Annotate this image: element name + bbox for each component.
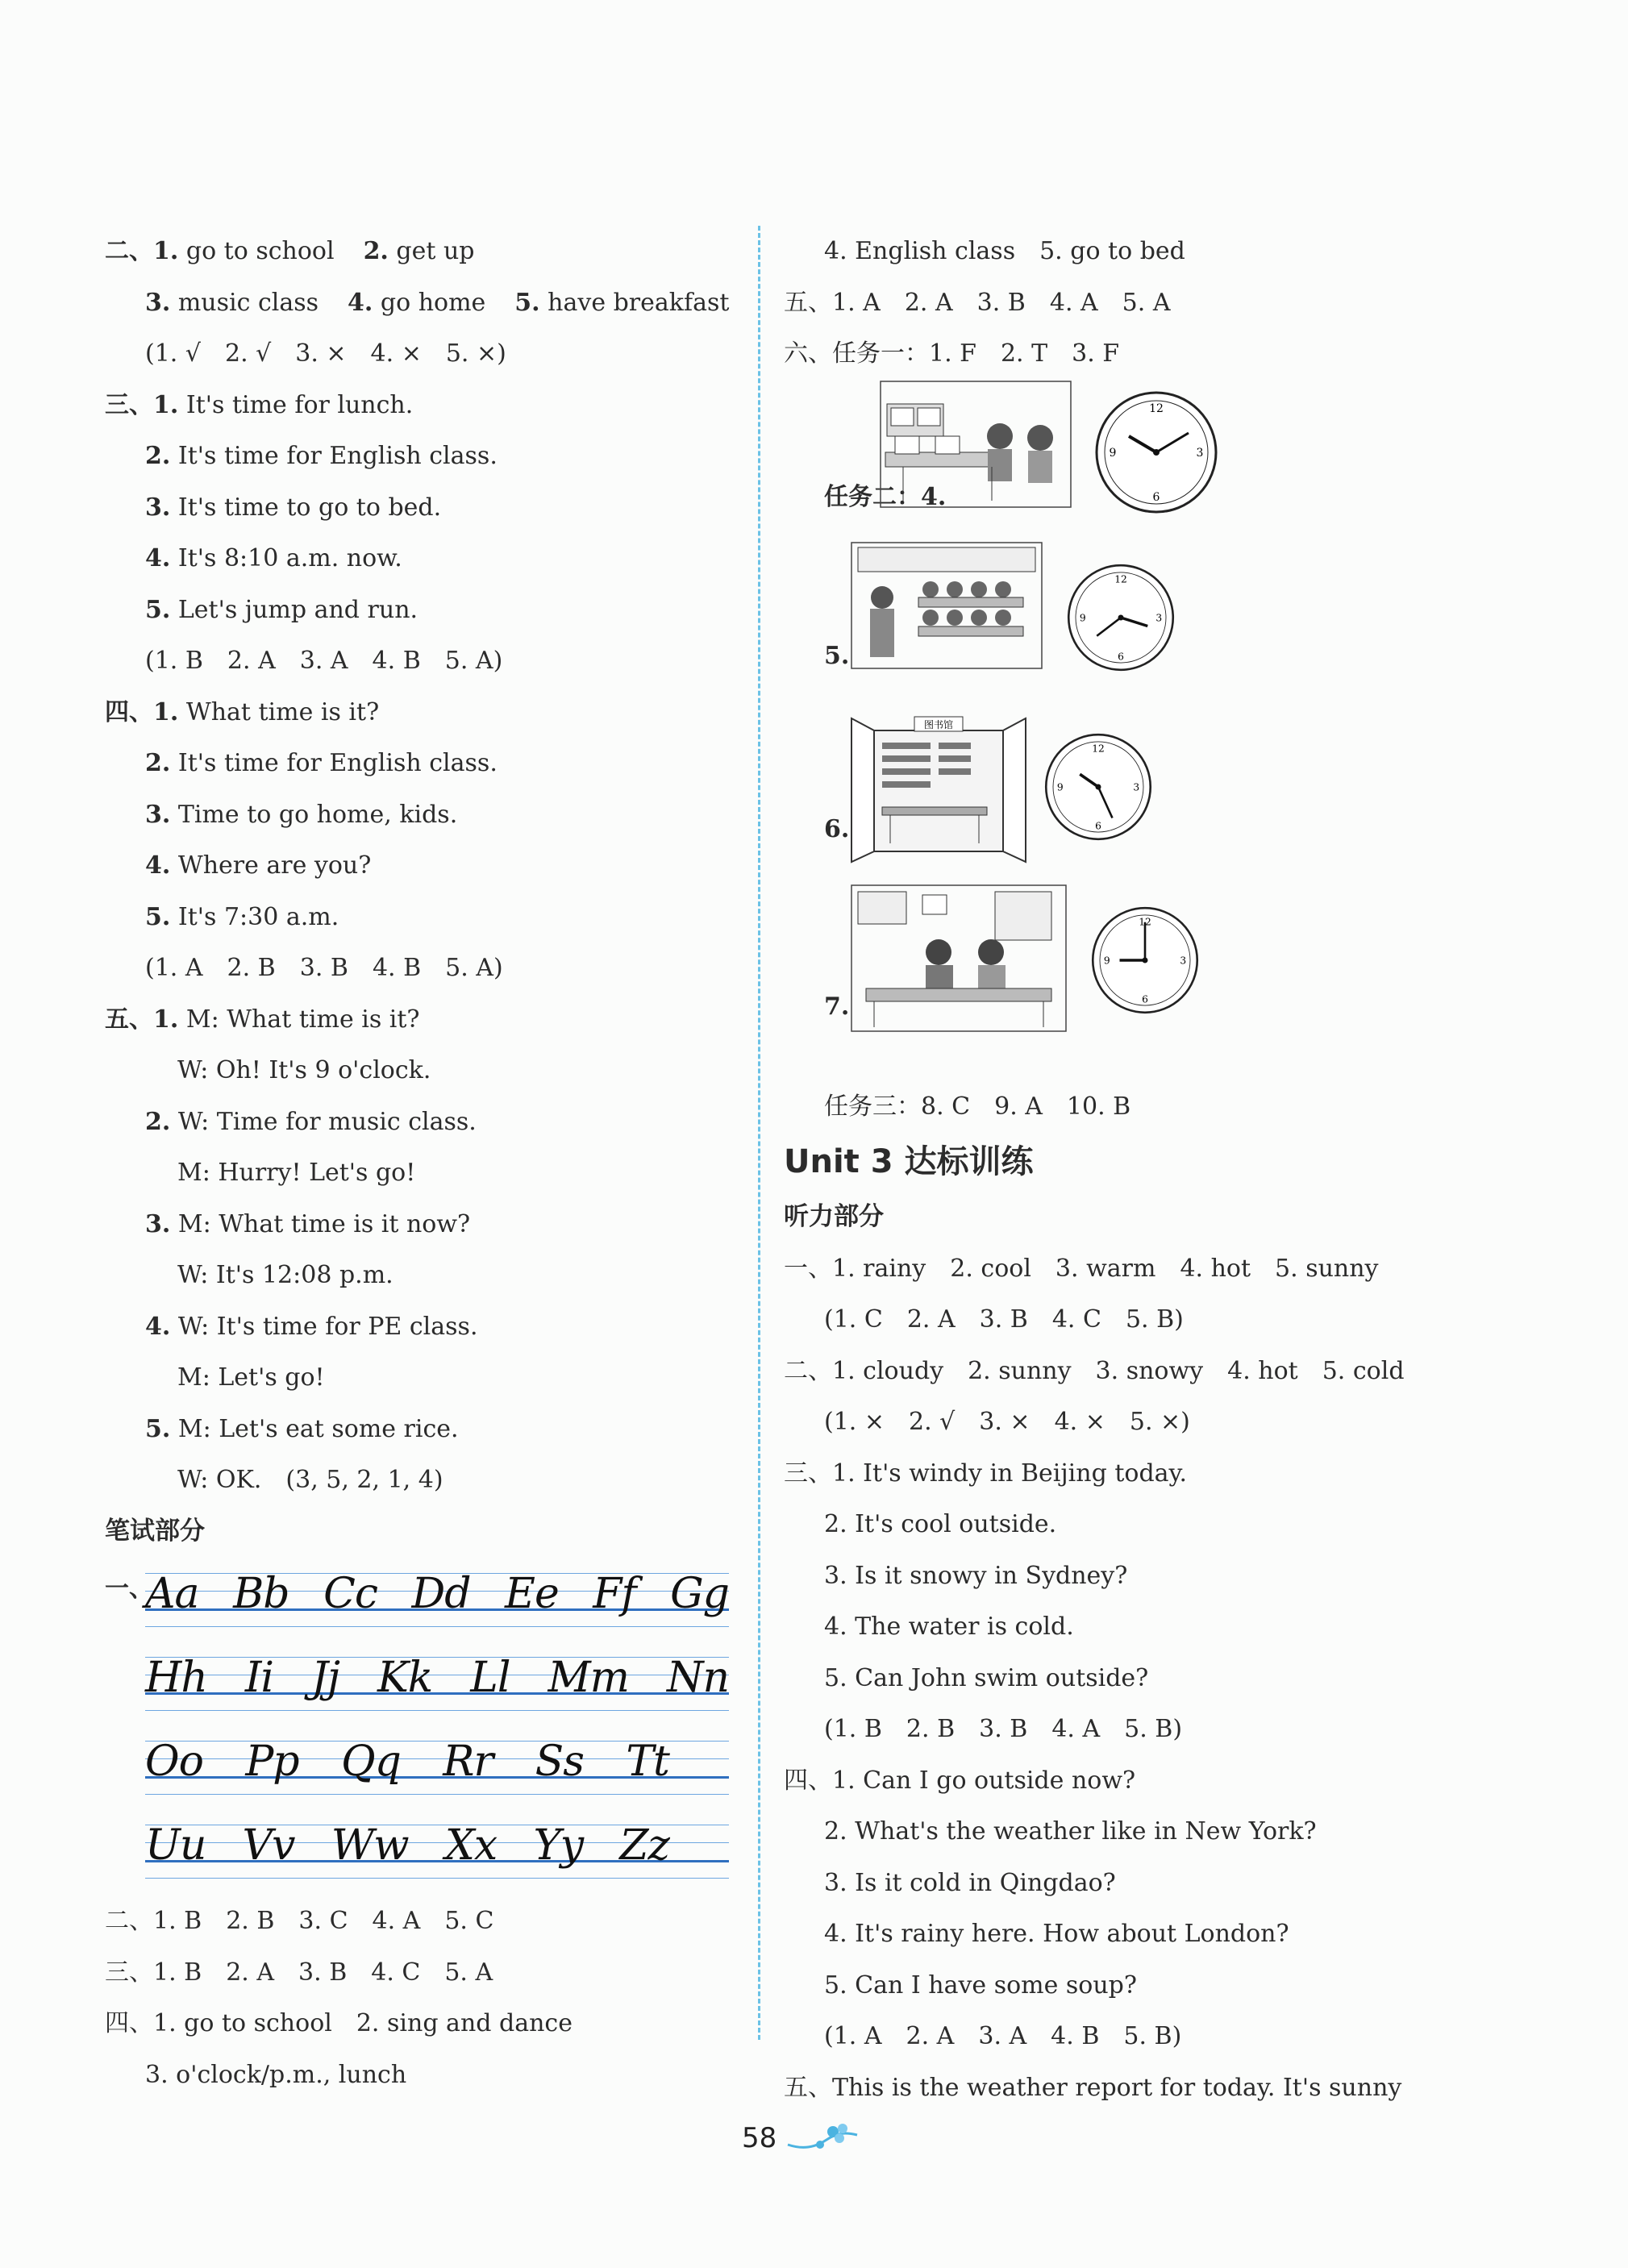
svg-text:3: 3 [1133,780,1140,793]
task2-illustrations [784,380,1509,1081]
left-line: 5. Let's jump and run. [145,595,418,624]
right-line: (1. B 2. B 3. B 4. A 5. B) [824,1715,1183,1743]
letter-pair: Pp [245,1737,299,1786]
left-line: 3. Time to go home, kids. [145,800,458,829]
left-line: W: OK. (3, 5, 2, 1, 4) [177,1466,443,1494]
left-line: (1. A 2. B 3. B 4. B 5. A) [145,954,503,982]
right-line: 二、1. cloudy 2. sunny 3. snowy 4. hot 5. cold [784,1356,1405,1385]
svg-text:9: 9 [1103,954,1110,966]
svg-text:6: 6 [1095,820,1101,831]
right-line: 3. Is it snowy in Sydney? [824,1561,1128,1590]
left-line: 3. It's time to go to bed. [145,493,442,522]
handwriting-practice [105,1557,742,1896]
left-after-line: 四、1. go to school 2. sing and dance [105,2009,573,2037]
task3-line: 任务三：8. C 9. A 10. B [824,1092,1131,1121]
letter-pair: Gg [670,1570,729,1618]
letter-pair: Zz [619,1821,669,1870]
right-line: 4. The water is cold. [824,1613,1074,1641]
handwriting-row [145,1570,729,1626]
right-line: 5. Can John swim outside? [824,1663,1149,1692]
ill-num-6: 6. [824,814,850,843]
letter-pair: Yy [533,1821,584,1870]
left-column [105,226,742,2100]
left-line: M: Hurry! Let's go! [177,1159,416,1187]
handwriting-row [145,1821,729,1878]
handwriting-row [145,1737,729,1794]
letter-pair: Ww [331,1821,409,1870]
right-top-line-1: 4. English class 5. go to bed [824,237,1185,265]
classroom-illustration [850,541,1043,670]
svg-text:6: 6 [1142,993,1148,1005]
right-line: 2. It's cool outside. [824,1510,1057,1538]
written-section-heading: 笔试部分 [105,1516,205,1546]
letter-pair: Tt [626,1737,669,1786]
letter-pair: Hh [145,1654,207,1702]
left-line: W: Oh! It's 9 o'clock. [177,1056,431,1084]
clock-icon [1089,904,1201,1017]
svg-text:12: 12 [1139,915,1151,927]
ill-num-4: 4. [921,482,947,511]
left-line: 二、1. go to school 2. get up [105,237,475,265]
clock-icon [1064,561,1177,674]
letter-pair: Xx [444,1821,498,1870]
letter-pair: Qq [340,1737,401,1786]
svg-text:9: 9 [1079,611,1086,623]
svg-text:9: 9 [1056,780,1064,793]
right-line: 五、This is the weather report for today. It's sunny [784,2073,1402,2102]
flower-decoration-icon [786,2120,863,2159]
left-line: 5. M: Let's eat some rice. [145,1414,459,1443]
office-illustration [850,884,1068,1033]
listening-section-heading: 听力部分 [784,1202,884,1231]
letter-pair: Ff [593,1570,636,1618]
left-line: 4. It's 8:10 a.m. now. [145,544,402,572]
letter-pair: Ss [535,1737,584,1786]
letter-pair: Oo [145,1737,203,1786]
letter-pair: Aa [145,1570,199,1618]
letter-pair: Ii [244,1654,273,1702]
clock-icon [1042,730,1155,843]
left-line: 2. It's time for English class. [145,749,498,777]
letter-pair: Dd [411,1570,471,1618]
left-line: M: Let's go! [177,1363,325,1392]
handwriting-label: 一、 [105,1575,153,1603]
left-last-line: 3. o'clock/p.m., lunch [145,2060,407,2089]
letter-pair: Cc [323,1570,378,1618]
computer-room-illustration [879,380,1072,509]
right-top-line-3: 六、任务一：1. F 2. T 3. F [784,339,1120,368]
left-line: 3. M: What time is it now? [145,1209,471,1238]
right-line: 4. It's rainy here. How about London? [824,1920,1289,1948]
left-line: 3. music class 4. go home 5. have breakfast [145,288,730,317]
svg-text:12: 12 [1149,402,1164,415]
ill-num-5: 5. [824,641,850,670]
left-after-line: 二、1. B 2. B 3. C 4. A 5. C [105,1907,494,1935]
left-line: W: It's 12:08 p.m. [177,1261,393,1289]
right-column [784,226,1509,2113]
letter-pair: Bb [233,1570,289,1618]
svg-text:3: 3 [1196,446,1204,460]
unit-title: Unit 3 达标训练 [784,1143,1034,1180]
letter-pair: Ll [470,1654,510,1702]
svg-text:3: 3 [1180,954,1187,966]
library-sign: 图书馆 [923,718,954,730]
left-line: (1. B 2. A 3. A 4. B 5. A) [145,647,503,675]
left-line: (1. √ 2. √ 3. × 4. × 5. ×) [145,339,506,368]
library-illustration [850,710,1027,864]
page-number: 58 [742,2122,777,2154]
letter-pair: Ee [505,1570,559,1618]
right-line: (1. C 2. A 3. B 4. C 5. B) [824,1305,1184,1334]
svg-text:6: 6 [1152,490,1160,504]
left-line: 五、1. M: What time is it? [105,1005,420,1034]
svg-text:12: 12 [1092,742,1105,754]
letter-pair: Mm [548,1654,629,1702]
right-line: (1. × 2. √ 3. × 4. × 5. ×) [824,1408,1190,1436]
svg-text:6: 6 [1118,651,1124,662]
svg-text:9: 9 [1109,446,1117,460]
right-line: (1. A 2. A 3. A 4. B 5. B) [824,2022,1182,2050]
right-line: 5. Can I have some soup? [824,1970,1137,2000]
right-line: 一、1. rainy 2. cool 3. warm 4. hot 5. sunny [784,1254,1379,1283]
right-line: 四、1. Can I go outside now? [784,1766,1136,1795]
left-after-line: 三、1. B 2. A 3. B 4. C 5. A [105,1958,493,1987]
left-line: 四、1. What time is it? [105,697,380,726]
left-line: 2. W: Time for music class. [145,1107,477,1136]
letter-pair: Jj [310,1654,339,1702]
left-line: 4. Where are you? [145,851,372,880]
letter-pair: Vv [242,1821,295,1870]
right-line: 三、1. It's windy in Beijing today. [784,1459,1188,1488]
ill-num-7: 7. [824,992,850,1021]
left-line: 5. It's 7:30 a.m. [145,902,339,931]
svg-text:3: 3 [1155,611,1163,623]
right-line: 2. What's the weather like in New York? [824,1817,1317,1846]
letter-pair: Nn [666,1654,729,1702]
right-line: 3. Is it cold in Qingdao? [824,1868,1116,1897]
right-answer-lines [784,1243,1509,2114]
right-top-line-2: 五、1. A 2. A 3. B 4. A 5. A [784,288,1171,317]
letter-pair: Kk [377,1654,433,1702]
left-line: 4. W: It's time for PE class. [145,1312,478,1341]
left-line: 2. It's time for English class. [145,442,498,470]
svg-text:12: 12 [1114,572,1127,585]
letter-pair: Rr [443,1737,493,1786]
task2-label: 任务二： [824,482,921,511]
left-answer-lines [105,226,742,1506]
clock-icon [1092,388,1221,517]
left-after-lines [105,1896,742,2050]
letter-pair: Uu [145,1821,206,1870]
handwriting-row [145,1654,729,1710]
left-line: 三、1. It's time for lunch. [105,390,414,419]
column-divider [758,226,760,2040]
